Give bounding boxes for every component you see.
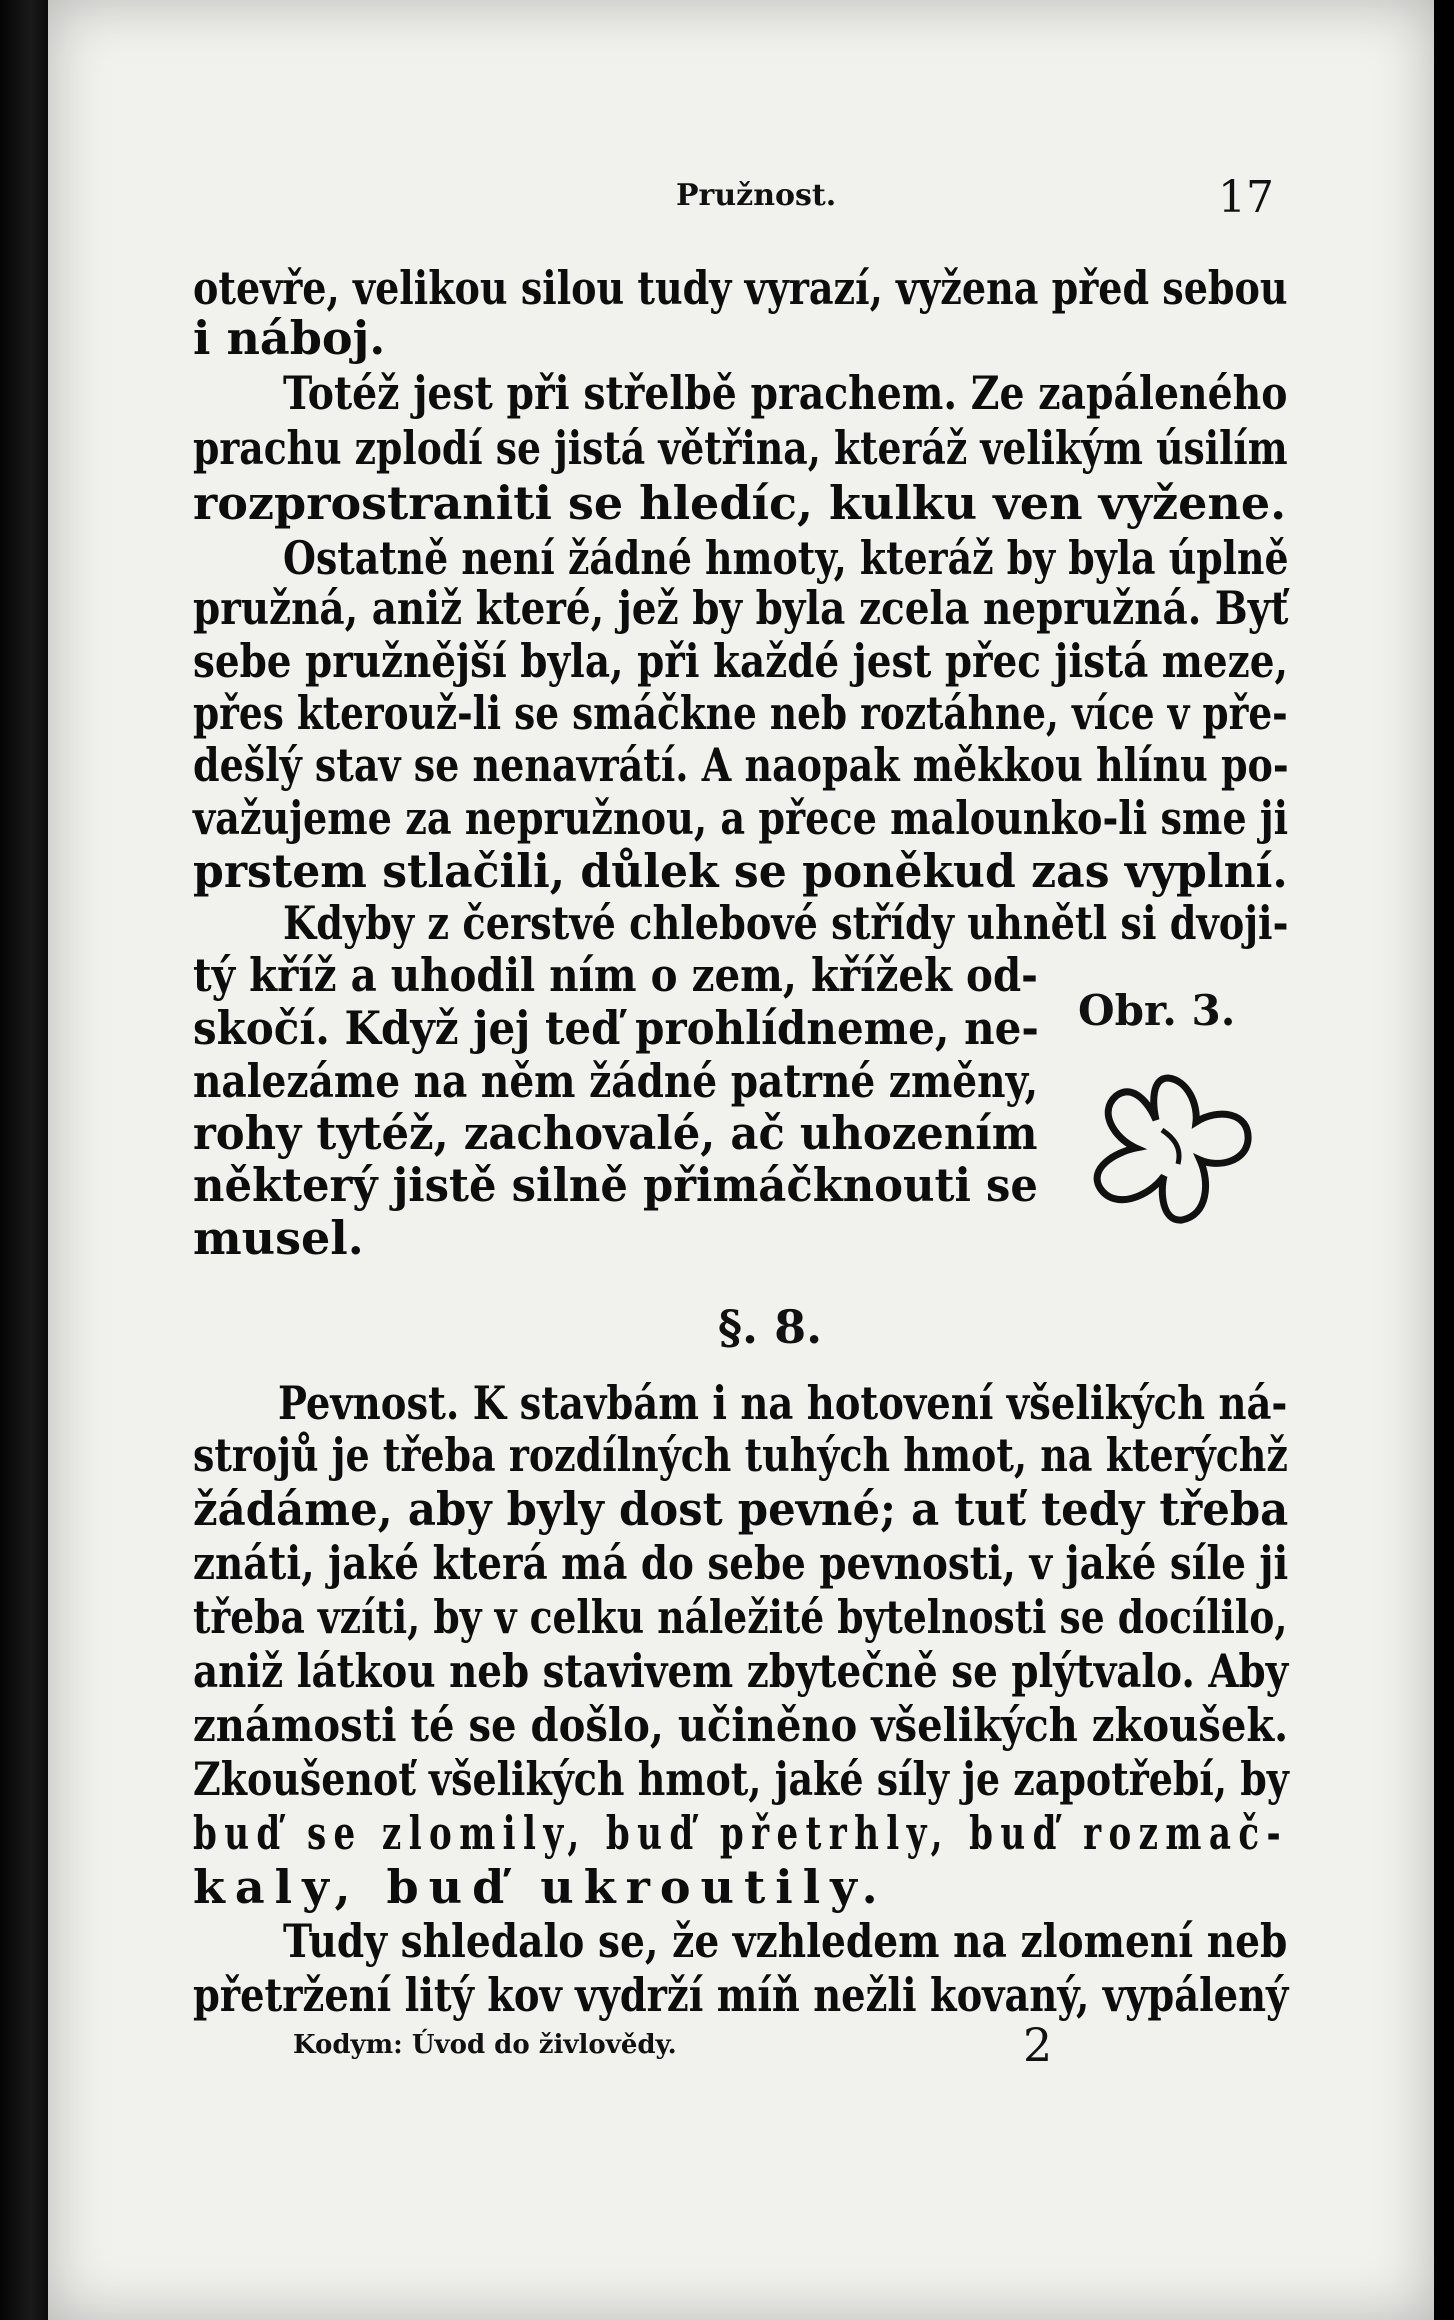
text-line: musel. [193,1211,364,1265]
text-line: buď se zlomily, buď přetrhly, buď rozmač- [193,1806,1289,1860]
text-line: rozprostraniti se hledíc, kulku ven vyžene. [193,476,1287,530]
text-line: rohy tytéž, zachovalé, ač uhozením [193,1106,1038,1160]
text-line: Ostatně není žádné hmoty, kteráž by byla úplně [283,531,1289,585]
text-line: prstem stlačili, důlek se poněkud zas vyplní. [193,844,1288,898]
text-line: i náboj. [193,311,386,365]
cross-figure-illustration [1078,1060,1258,1240]
text-line: aniž látkou neb stavivem zbytečně se plýtvalo. Aby [193,1644,1289,1698]
book-page [48,0,1434,2320]
printer-signature: 2 [1023,2018,1053,2072]
text-line: kaly, buď ukroutily. [193,1860,888,1914]
text-line: važujeme za nepružnou, a přece malounko-li sme ji [193,791,1289,845]
text-line: sebe pružnější byla, při každé jest přec jistá meze, [193,634,1288,688]
running-header: Pružnost. [676,178,837,213]
section-heading: §. 8. [718,1300,823,1354]
text-line: některý jistě silně přimáčknouti se [193,1158,1038,1212]
text-line: otevře, velikou silou tudy vyrazí, vyžena před sebou [193,261,1288,315]
text-line: Pevnost. K stavbám i na hotovení všelikých ná- [278,1376,1288,1430]
text-line: přes kterouž-li se smáčkne neb roztáhne, více v pře- [193,686,1288,740]
text-line: známosti té se došlo, učiněno všelikých zkoušek. [193,1698,1289,1752]
text-line: prachu zplodí se jistá větřina, kteráž velikým úsilím [193,421,1288,475]
figure-caption: Obr. 3. [1078,986,1236,1035]
text-line: dešlý stav se nenavrátí. A naopak měkkou hlínu po- [193,738,1289,792]
text-line: Kdyby z čerstvé chlebové střídy uhnětl si dvoji- [283,896,1289,950]
text-line: Tudy shledalo se, že vzhledem na zlomení neb [283,1914,1288,1968]
page-number: 17 [1218,172,1274,223]
text-line: Totéž jest při střelbě prachem. Ze zapáleného [283,366,1288,420]
text-line: pružná, aniž které, jež by byla zcela nepružná. Byť [193,581,1289,635]
text-line: nalezáme na něm žádné patrné změny, [193,1054,1039,1108]
text-line: znáti, jaké která má do sebe pevnosti, v jaké síle ji [193,1536,1289,1590]
text-line: tý kříž a uhodil ním o zem, křížek od- [193,948,1038,1002]
text-line: skočí. Když jej teď prohlídneme, ne- [193,1001,1039,1055]
text-line: strojů je třeba rozdílných tuhých hmot, na kterýchž [193,1428,1288,1482]
text-line: žádáme, aby byly dost pevné; a tuť tedy třeba [193,1482,1289,1536]
footer-note: Kodym: Úvod do živlovědy. [293,2030,677,2060]
text-line: třeba vzíti, by v celku náležité bytelnosti se docílilo, [193,1590,1288,1644]
text-line: Zkoušenoť všelikých hmot, jaké síly je zapotřebí, by [193,1752,1289,1806]
text-line: přetržení litý kov vydrží míň nežli kovaný, vypálený [193,1968,1289,2022]
